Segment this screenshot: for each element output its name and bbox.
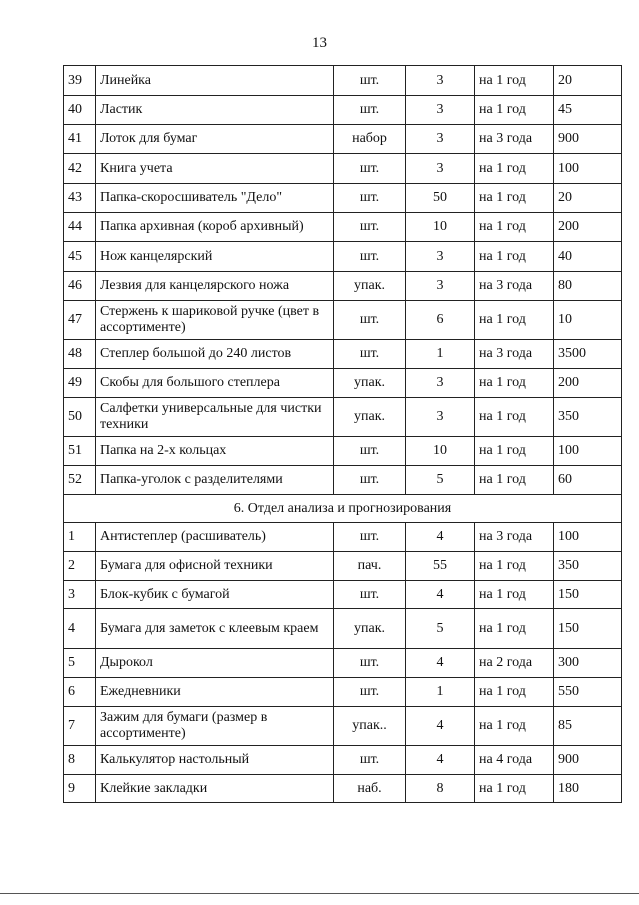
item-price: 150 — [554, 609, 622, 649]
item-quantity: 1 — [406, 340, 475, 369]
item-quantity: 10 — [406, 213, 475, 242]
table-row — [64, 96, 622, 125]
item-price: 200 — [554, 213, 622, 242]
item-price: 100 — [554, 523, 622, 552]
row-number: 45 — [64, 242, 96, 272]
table-row — [64, 154, 622, 184]
item-term: на 3 года — [475, 523, 554, 552]
item-name: Салфетки универсальные для чистки техники — [96, 398, 334, 437]
row-number: 2 — [64, 552, 96, 581]
item-name: Стержень к шариковой ручке (цвет в ассортименте) — [96, 301, 334, 340]
item-price: 40 — [554, 242, 622, 272]
item-quantity: 3 — [406, 242, 475, 272]
row-number: 7 — [64, 707, 96, 746]
section-row — [64, 495, 622, 523]
item-term: на 1 год — [475, 707, 554, 746]
item-unit: шт. — [334, 213, 406, 242]
row-number: 47 — [64, 301, 96, 340]
item-unit: набор — [334, 125, 406, 154]
row-number: 51 — [64, 437, 96, 466]
item-price: 80 — [554, 272, 622, 301]
item-unit: наб. — [334, 775, 406, 803]
item-term: на 1 год — [475, 154, 554, 184]
item-price: 20 — [554, 66, 622, 96]
item-name: Скобы для большого степлера — [96, 369, 334, 398]
item-name: Ластик — [96, 96, 334, 125]
item-term: на 1 год — [475, 581, 554, 609]
item-unit: упак. — [334, 398, 406, 437]
item-unit: шт. — [334, 66, 406, 96]
item-name: Калькулятор настольный — [96, 746, 334, 775]
row-number: 43 — [64, 184, 96, 213]
table-row — [64, 678, 622, 707]
item-term: на 1 год — [475, 66, 554, 96]
item-term: на 3 года — [475, 125, 554, 154]
table-row — [64, 369, 622, 398]
item-quantity: 8 — [406, 775, 475, 803]
row-number: 8 — [64, 746, 96, 775]
table-row — [64, 242, 622, 272]
item-unit: шт. — [334, 242, 406, 272]
item-name: Папка-скоросшиватель "Дело" — [96, 184, 334, 213]
row-number: 44 — [64, 213, 96, 242]
item-unit: шт. — [334, 340, 406, 369]
page-bottom-line — [0, 893, 639, 894]
row-number: 6 — [64, 678, 96, 707]
item-unit: шт. — [334, 581, 406, 609]
item-quantity: 3 — [406, 369, 475, 398]
item-price: 350 — [554, 552, 622, 581]
table-row — [64, 272, 622, 301]
table-row — [64, 184, 622, 213]
item-term: на 1 год — [475, 552, 554, 581]
item-unit: шт. — [334, 678, 406, 707]
item-unit: шт. — [334, 746, 406, 775]
item-price: 20 — [554, 184, 622, 213]
item-quantity: 3 — [406, 272, 475, 301]
item-quantity: 4 — [406, 581, 475, 609]
item-price: 100 — [554, 437, 622, 466]
item-quantity: 50 — [406, 184, 475, 213]
item-unit: упак. — [334, 272, 406, 301]
item-price: 350 — [554, 398, 622, 437]
row-number: 5 — [64, 649, 96, 678]
item-price: 60 — [554, 466, 622, 495]
item-unit: шт. — [334, 437, 406, 466]
page-number: 13 — [312, 35, 327, 51]
item-term: на 1 год — [475, 678, 554, 707]
row-number: 49 — [64, 369, 96, 398]
item-quantity: 4 — [406, 523, 475, 552]
item-price: 180 — [554, 775, 622, 803]
item-term: на 1 год — [475, 398, 554, 437]
row-number: 41 — [64, 125, 96, 154]
item-quantity: 1 — [406, 678, 475, 707]
item-price: 550 — [554, 678, 622, 707]
item-name: Нож канцелярский — [96, 242, 334, 272]
item-name: Лезвия для канцелярского ножа — [96, 272, 334, 301]
item-name: Линейка — [96, 66, 334, 96]
item-quantity: 3 — [406, 96, 475, 125]
item-term: на 4 года — [475, 746, 554, 775]
item-price: 150 — [554, 581, 622, 609]
item-quantity: 3 — [406, 125, 475, 154]
item-term: на 1 год — [475, 466, 554, 495]
row-number: 3 — [64, 581, 96, 609]
row-number: 42 — [64, 154, 96, 184]
item-name: Книга учета — [96, 154, 334, 184]
table-body — [64, 66, 622, 803]
item-name: Папка на 2-х кольцах — [96, 437, 334, 466]
item-quantity: 10 — [406, 437, 475, 466]
row-number: 4 — [64, 609, 96, 649]
item-quantity: 5 — [406, 609, 475, 649]
item-term: на 1 год — [475, 301, 554, 340]
item-price: 900 — [554, 125, 622, 154]
item-term: на 1 год — [475, 369, 554, 398]
item-term: на 3 года — [475, 340, 554, 369]
item-term: на 2 года — [475, 649, 554, 678]
row-number: 52 — [64, 466, 96, 495]
item-unit: упак.. — [334, 707, 406, 746]
row-number: 1 — [64, 523, 96, 552]
row-number: 48 — [64, 340, 96, 369]
item-name: Дырокол — [96, 649, 334, 678]
table-row — [64, 466, 622, 495]
table-row — [64, 775, 622, 803]
table-row — [64, 609, 622, 649]
item-unit: шт. — [334, 154, 406, 184]
item-price: 100 — [554, 154, 622, 184]
item-name: Степлер большой до 240 листов — [96, 340, 334, 369]
item-unit: упак. — [334, 369, 406, 398]
table-row — [64, 213, 622, 242]
table-row — [64, 649, 622, 678]
row-number: 40 — [64, 96, 96, 125]
supply-table — [63, 65, 622, 803]
table-row — [64, 581, 622, 609]
item-term: на 1 год — [475, 96, 554, 125]
table-row — [64, 301, 622, 340]
item-price: 45 — [554, 96, 622, 125]
item-name: Клейкие закладки — [96, 775, 334, 803]
item-name: Зажим для бумаги (размер в ассортименте) — [96, 707, 334, 746]
item-price: 3500 — [554, 340, 622, 369]
table-row — [64, 340, 622, 369]
row-number: 9 — [64, 775, 96, 803]
row-number: 50 — [64, 398, 96, 437]
table-row — [64, 552, 622, 581]
item-term: на 1 год — [475, 242, 554, 272]
item-name: Папка-уголок с разделителями — [96, 466, 334, 495]
item-name: Лоток для бумаг — [96, 125, 334, 154]
section-title: 6. Отдел анализа и прогнозирования — [64, 495, 622, 523]
item-name: Блок-кубик с бумагой — [96, 581, 334, 609]
row-number: 46 — [64, 272, 96, 301]
item-quantity: 4 — [406, 707, 475, 746]
item-price: 300 — [554, 649, 622, 678]
item-price: 900 — [554, 746, 622, 775]
table-row — [64, 66, 622, 96]
item-quantity: 3 — [406, 154, 475, 184]
item-quantity: 5 — [406, 466, 475, 495]
item-price: 200 — [554, 369, 622, 398]
item-price: 10 — [554, 301, 622, 340]
item-name: Антистеплер (расшиватель) — [96, 523, 334, 552]
item-name: Бумага для офисной техники — [96, 552, 334, 581]
item-term: на 3 года — [475, 272, 554, 301]
item-quantity: 6 — [406, 301, 475, 340]
table-row — [64, 125, 622, 154]
table-row — [64, 398, 622, 437]
row-number: 39 — [64, 66, 96, 96]
item-term: на 1 год — [475, 213, 554, 242]
item-unit: шт. — [334, 649, 406, 678]
table-row — [64, 746, 622, 775]
item-quantity: 55 — [406, 552, 475, 581]
item-unit: шт. — [334, 523, 406, 552]
item-unit: упак. — [334, 609, 406, 649]
item-name: Папка архивная (короб архивный) — [96, 213, 334, 242]
table-row — [64, 707, 622, 746]
item-price: 85 — [554, 707, 622, 746]
item-term: на 1 год — [475, 184, 554, 213]
table-row — [64, 437, 622, 466]
item-term: на 1 год — [475, 437, 554, 466]
item-quantity: 4 — [406, 746, 475, 775]
item-quantity: 3 — [406, 398, 475, 437]
item-term: на 1 год — [475, 775, 554, 803]
item-quantity: 3 — [406, 66, 475, 96]
item-name: Ежедневники — [96, 678, 334, 707]
item-unit: пач. — [334, 552, 406, 581]
item-term: на 1 год — [475, 609, 554, 649]
item-unit: шт. — [334, 184, 406, 213]
table-row — [64, 523, 622, 552]
item-unit: шт. — [334, 96, 406, 125]
item-name: Бумага для заметок с клеевым краем — [96, 609, 334, 649]
item-unit: шт. — [334, 466, 406, 495]
item-quantity: 4 — [406, 649, 475, 678]
item-unit: шт. — [334, 301, 406, 340]
